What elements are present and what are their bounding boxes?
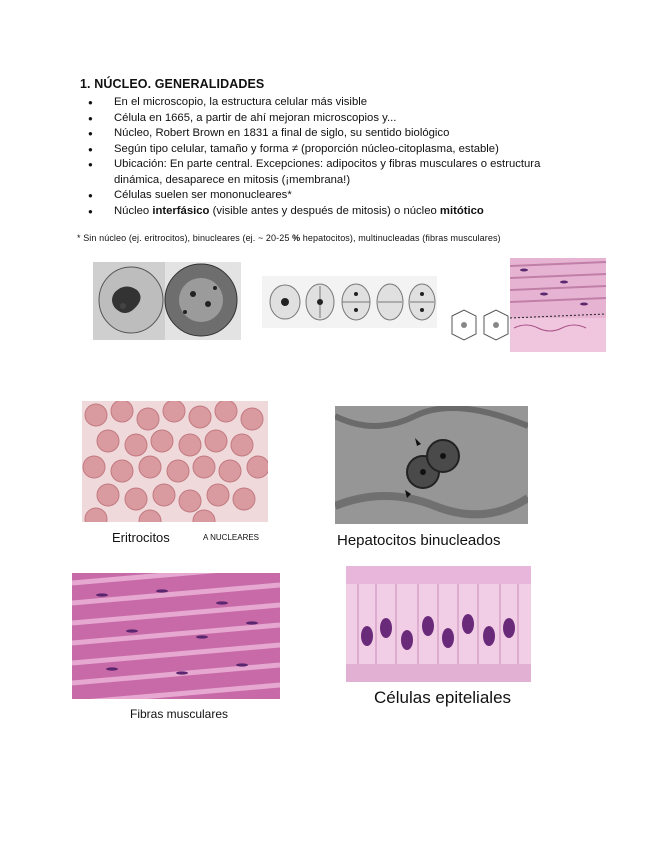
section-heading: 1. NÚCLEO. GENERALIDADES (80, 77, 265, 91)
bullet-text: (visible antes y después de mitosis) o núcleo (209, 204, 440, 217)
micrograph-hepatocitos (335, 406, 528, 524)
bullet-text: Núcleo (114, 204, 153, 217)
bold-term-mitotico: mitótico (439, 204, 484, 217)
micrograph-nucleus-em (93, 262, 241, 340)
bullet-item: ● Células suelen ser mononucleares* (88, 188, 578, 204)
bullet-item: ● Ubicación: En parte central. Excepciones: adipocitos y fibras musculares o estructura dinámica, desaparece en mitosis (¡membrana!) (88, 157, 578, 188)
footnote-bold: % (292, 233, 301, 243)
caption-hepatocitos: Hepatocitos binucleados (337, 532, 501, 549)
bullet-item: ● Núcleo, Robert Brown en 1831 a final de siglo, su sentido biológico (88, 126, 578, 142)
footnote (77, 233, 501, 243)
bullet-list (88, 95, 578, 219)
caption-fibras: Fibras musculares (130, 707, 229, 721)
bullet-item: ● Célula en 1665, a partir de ahí mejoran microscopios y... (88, 111, 578, 127)
bullet-item-nucleo (88, 204, 578, 220)
bullet-item: ● En el microscopio, la estructura celular más visible (88, 95, 578, 111)
micrograph-eritrocitos (82, 401, 268, 522)
micrograph-cell-division (262, 276, 437, 328)
bold-term-interfasico: interfásico (152, 204, 210, 217)
bullet-item: ● Según tipo celular, tamaño y forma ≠ (proporción núcleo-citoplasma, estable) (88, 142, 578, 158)
diagram-muscle-fibers (444, 258, 606, 352)
caption-anucleares: A NUCLEARES (203, 533, 260, 542)
footnote-text: hepatocitos), multinucleadas (fibras musculares) (300, 233, 501, 243)
micrograph-fibras-musculares (72, 573, 280, 699)
caption-epiteliales: Células epiteliales (374, 688, 512, 707)
footnote-text: * Sin núcleo (ej. eritrocitos), binucleares (ej. ~ 20-25 (77, 233, 293, 243)
caption-eritrocitos: Eritrocitos (112, 530, 170, 545)
micrograph-epiteliales (346, 566, 531, 682)
